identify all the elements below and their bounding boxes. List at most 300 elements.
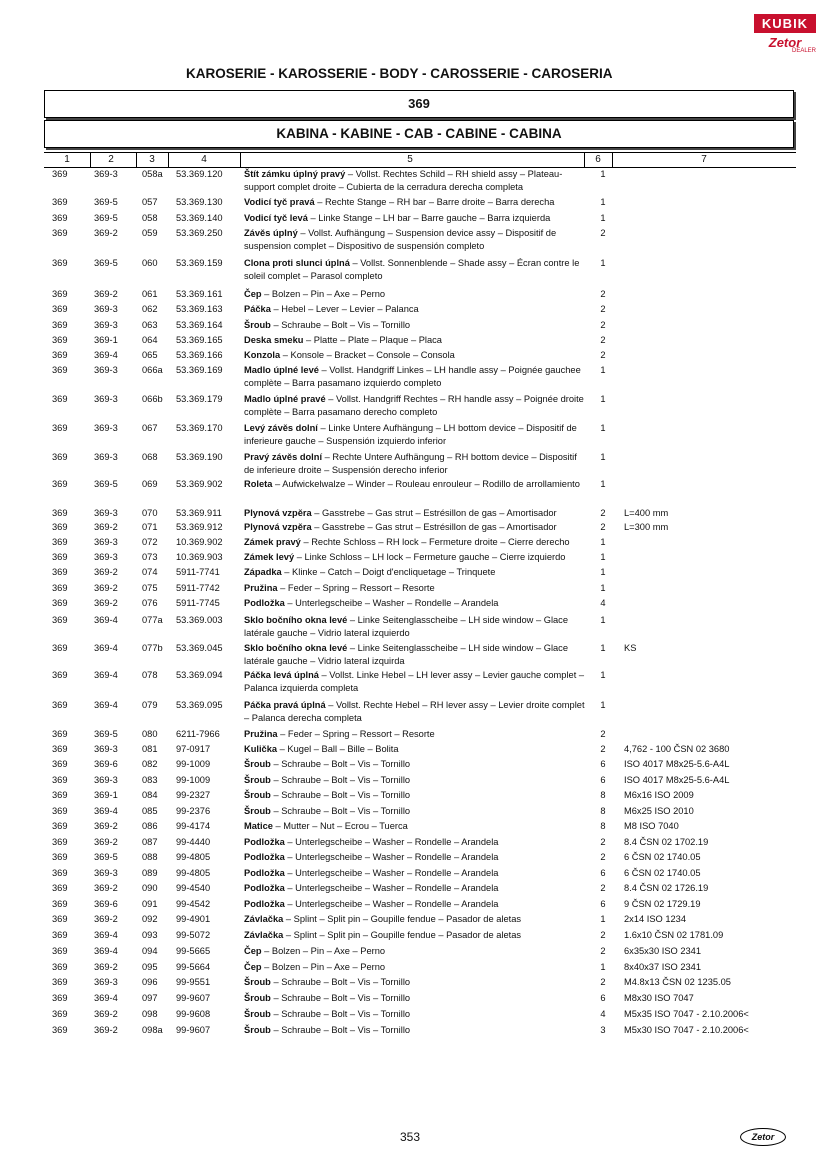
cell-quantity: 1 [600, 670, 606, 680]
cell-group: 369 [52, 452, 68, 462]
cell-part-number: 99-9607 [176, 993, 211, 1003]
cell-position: 077a [142, 615, 163, 625]
cell-figure: 369-5 [94, 479, 118, 489]
cell-group: 369 [52, 883, 68, 893]
cell-part-number: 53.369.095 [176, 700, 223, 710]
cell-description [244, 536, 588, 549]
cell-position: 091 [142, 899, 158, 909]
cell-group: 369 [52, 289, 68, 299]
cell-part-number: 53.369.140 [176, 213, 223, 223]
cell-group: 369 [52, 320, 68, 330]
cell-figure: 369-3 [94, 365, 118, 375]
cell-group: 369 [52, 197, 68, 207]
cell-position: 066b [142, 394, 163, 404]
cell-figure: 369-2 [94, 1025, 118, 1035]
zetor-footer-logo: Zetor [740, 1128, 786, 1146]
cell-figure: 369-2 [94, 228, 118, 238]
description-translations: – Feder – Spring – Ressort – Resorte [277, 583, 435, 593]
description-translations: – Gasstrebe – Gas strut – Estrésillon de gas – Amortisador [311, 508, 557, 518]
cell-quantity: 1 [600, 643, 606, 653]
description-translations: – Unterlegscheibe – Washer – Rondelle – Arandela [284, 899, 499, 909]
cell-quantity: 1 [600, 537, 606, 547]
cell-quantity: 6 [600, 899, 606, 909]
cell-position: 082 [142, 759, 158, 769]
description-translations: – Unterlegscheibe – Washer – Rondelle – Arandela [284, 598, 499, 608]
cell-part-number: 53.369.169 [176, 365, 223, 375]
description-primary: Podložka [244, 598, 285, 608]
cell-group: 369 [52, 775, 68, 785]
cell-position: 089 [142, 868, 158, 878]
zetor-logo-text: Zetor [768, 35, 802, 50]
description-translations: – Platte – Plate – Plaque – Placa [303, 335, 442, 345]
cell-position: 058a [142, 169, 163, 179]
cell-position: 057 [142, 197, 158, 207]
description-translations: – Aufwickelwalze – Winder – Rouleau enrouleur – Rodillo de arrollamiento [272, 479, 580, 489]
description-primary: Šroub [244, 759, 271, 769]
cell-description [244, 521, 588, 534]
cell-position: 068 [142, 452, 158, 462]
cell-note: 4,762 - 100 ČSN 02 3680 [624, 744, 730, 754]
cell-note: 9 ČSN 02 1729.19 [624, 899, 701, 909]
description-primary: Šroub [244, 977, 271, 987]
description-primary: Podložka [244, 868, 285, 878]
section-title-box: KABINA - KABINE - CAB - CABINE - CABINA [44, 120, 794, 148]
description-translations: – Kugel – Ball – Bille – Bolita [277, 744, 399, 754]
description-translations: – Feder – Spring – Ressort – Resorte [277, 729, 435, 739]
cell-quantity: 2 [600, 729, 606, 739]
cell-quantity: 8 [600, 821, 606, 831]
cell-description [244, 699, 588, 725]
cell-group: 369 [52, 700, 68, 710]
group-number-box: 369 [44, 90, 794, 118]
cell-quantity: 1 [600, 583, 606, 593]
description-primary: Plynová vzpěra [244, 522, 312, 532]
description-translations: – Unterlegscheibe – Washer – Rondelle – Arandela [284, 837, 499, 847]
cell-part-number: 10.369.902 [176, 537, 223, 547]
cell-figure: 369-4 [94, 615, 118, 625]
cell-description [244, 168, 588, 194]
cell-position: 067 [142, 423, 158, 433]
description-primary: Šroub [244, 320, 271, 330]
cell-figure: 369-3 [94, 452, 118, 462]
description-primary: Šroub [244, 1009, 271, 1019]
cell-position: 076 [142, 598, 158, 608]
cell-part-number: 53.369.250 [176, 228, 223, 238]
cell-figure: 369-1 [94, 790, 118, 800]
cell-quantity: 1 [600, 258, 606, 268]
description-primary: Matice [244, 821, 273, 831]
cell-position: 071 [142, 522, 158, 532]
cell-group: 369 [52, 304, 68, 314]
cell-position: 090 [142, 883, 158, 893]
cell-quantity: 1 [600, 169, 606, 179]
cell-quantity: 2 [600, 977, 606, 987]
cell-group: 369 [52, 868, 68, 878]
column-header-5: 5 [407, 154, 413, 165]
cell-description [244, 227, 588, 253]
description-translations: – Linke Schloss – LH lock – Fermeture gauche – Cierre izquierdo [294, 552, 566, 562]
cell-figure: 369-3 [94, 537, 118, 547]
cell-description [244, 774, 588, 787]
description-primary: Roleta [244, 479, 273, 489]
cell-description [244, 898, 588, 911]
cell-position: 063 [142, 320, 158, 330]
cell-description [244, 288, 588, 301]
cell-description [244, 614, 588, 640]
cell-quantity: 2 [600, 852, 606, 862]
cell-group: 369 [52, 993, 68, 1003]
cell-figure: 369-2 [94, 1009, 118, 1019]
cell-group: 369 [52, 567, 68, 577]
cell-part-number: 99-9551 [176, 977, 211, 987]
cell-quantity: 1 [600, 213, 606, 223]
cell-part-number: 6211-7966 [176, 729, 220, 739]
description-translations: – Vollst. Sonnenblende – Shade assy – Écran contre le soleil complet – Parasol completo [244, 258, 580, 281]
cell-figure: 369-5 [94, 852, 118, 862]
cell-part-number: 99-4540 [176, 883, 211, 893]
description-primary: Pravý závěs dolní [244, 452, 323, 462]
description-translations: – Vollst. Rechtes Schild – RH shield assy – Plateau-support complet droite – Cubierta de la cerradura derecha completa [244, 169, 563, 192]
description-translations: – Bolzen – Pin – Axe – Perno [261, 946, 386, 956]
cell-part-number: 99-5665 [176, 946, 211, 956]
cell-description [244, 945, 588, 958]
description-translations: – Vollst. Rechte Hebel – RH lever assy – Levier droite complet – Palanca derecha completa [244, 700, 585, 723]
cell-note: 2x14 ISO 1234 [624, 914, 687, 924]
description-translations: – Schraube – Bolt – Vis – Tornillo [270, 806, 411, 816]
description-translations: – Schraube – Bolt – Vis – Tornillo [270, 977, 411, 987]
description-primary: Levý závěs dolní [244, 423, 318, 433]
description-primary: Sklo bočního okna levé [244, 615, 348, 625]
cell-description [244, 728, 588, 741]
description-translations: – Schraube – Bolt – Vis – Tornillo [270, 775, 411, 785]
cell-figure: 369-3 [94, 304, 118, 314]
cell-group: 369 [52, 852, 68, 862]
cell-description [244, 743, 588, 756]
cell-note: ISO 4017 M8x25-5.6-A4L [624, 759, 730, 769]
description-translations: – Konsole – Bracket – Console – Consola [280, 350, 455, 360]
cell-note: M6x16 ISO 2009 [624, 790, 694, 800]
cell-figure: 369-6 [94, 899, 118, 909]
cell-quantity: 3 [600, 1025, 606, 1035]
cell-quantity: 1 [600, 423, 606, 433]
description-primary: Pružina [244, 583, 278, 593]
column-header-6: 6 [595, 154, 601, 165]
description-primary: Čep [244, 962, 262, 972]
cell-group: 369 [52, 759, 68, 769]
cell-description [244, 507, 588, 520]
description-translations: – Linke Seitenglasscheibe – LH side window – Glace latérale gauche – Vidrio lateral izquierdo [244, 615, 569, 638]
cell-description [244, 851, 588, 864]
cell-group: 369 [52, 522, 68, 532]
cell-quantity: 2 [600, 522, 606, 532]
cell-group: 369 [52, 729, 68, 739]
cell-description [244, 303, 588, 316]
cell-quantity: 2 [600, 335, 606, 345]
cell-description [244, 669, 588, 695]
cell-note: M5x30 ISO 7047 - 2.10.2006< [624, 1025, 749, 1035]
cell-description [244, 1024, 588, 1037]
cell-description [244, 478, 588, 491]
cell-figure: 369-2 [94, 567, 118, 577]
cell-description [244, 551, 588, 564]
cell-description [244, 566, 588, 579]
description-primary: Závlačka [244, 914, 284, 924]
description-translations: – Bolzen – Pin – Axe – Perno [261, 962, 386, 972]
cell-figure: 369-2 [94, 821, 118, 831]
cell-position: 084 [142, 790, 158, 800]
cell-quantity: 6 [600, 993, 606, 1003]
cell-position: 075 [142, 583, 158, 593]
cell-description [244, 992, 588, 1005]
description-primary: Šroub [244, 993, 271, 1003]
cell-note: M8x30 ISO 7047 [624, 993, 694, 1003]
cell-figure: 369-2 [94, 598, 118, 608]
cell-quantity: 1 [600, 479, 606, 489]
cell-note: 6x35x30 ISO 2341 [624, 946, 702, 956]
cell-position: 096 [142, 977, 158, 987]
description-primary: Čep [244, 289, 262, 299]
cell-note: M5x35 ISO 7047 - 2.10.2006< [624, 1009, 749, 1019]
cell-figure: 369-3 [94, 775, 118, 785]
description-primary: Západka [244, 567, 282, 577]
description-translations: – Schraube – Bolt – Vis – Tornillo [270, 993, 411, 1003]
cell-part-number: 99-1009 [176, 775, 211, 785]
cell-description [244, 976, 588, 989]
cell-note: M6x25 ISO 2010 [624, 806, 694, 816]
cell-quantity: 1 [600, 567, 606, 577]
cell-group: 369 [52, 228, 68, 238]
cell-part-number: 53.369.911 [176, 508, 222, 518]
cell-group: 369 [52, 670, 68, 680]
cell-group: 369 [52, 335, 68, 345]
cell-group: 369 [52, 258, 68, 268]
description-primary: Podložka [244, 852, 285, 862]
cell-description [244, 334, 588, 347]
cell-position: 077b [142, 643, 163, 653]
cell-position: 097 [142, 993, 158, 1003]
cell-quantity: 1 [600, 365, 606, 375]
cell-position: 060 [142, 258, 158, 268]
cell-note: ISO 4017 M8x25-5.6-A4L [624, 775, 730, 785]
cell-quantity: 2 [600, 289, 606, 299]
cell-note: L=300 mm [624, 522, 669, 532]
description-primary: Čep [244, 946, 262, 956]
cell-figure: 369-3 [94, 744, 118, 754]
cell-figure: 369-4 [94, 993, 118, 1003]
description-translations: – Schraube – Bolt – Vis – Tornillo [270, 790, 411, 800]
description-translations: – Linke Stange – LH bar – Barre gauche – Barra izquierda [307, 213, 551, 223]
description-translations: – Vollst. Handgriff Linkes – LH handle assy – Poignée gauchee complète – Barra pasamano izquierdo completo [244, 365, 581, 388]
cell-note: KS [624, 643, 637, 653]
cell-position: 098 [142, 1009, 158, 1019]
cell-quantity: 1 [600, 197, 606, 207]
description-primary: Zámek pravý [244, 537, 301, 547]
cell-quantity: 6 [600, 775, 606, 785]
cell-part-number: 10.369.903 [176, 552, 223, 562]
description-translations: – Rechte Schloss – RH lock – Fermeture droite – Cierre derecho [300, 537, 570, 547]
cell-position: 078 [142, 670, 158, 680]
description-primary: Štít zámku úplný pravý [244, 169, 346, 179]
cell-note: L=400 mm [624, 508, 669, 518]
cell-position: 092 [142, 914, 158, 924]
cell-position: 065 [142, 350, 158, 360]
cell-description [244, 1008, 588, 1021]
description-translations: – Rechte Stange – RH bar – Barre droite – Barra derecha [314, 197, 555, 207]
cell-quantity: 4 [600, 598, 606, 608]
cell-figure: 369-3 [94, 394, 118, 404]
cell-part-number: 5911-7742 [176, 583, 220, 593]
cell-position: 062 [142, 304, 158, 314]
cell-group: 369 [52, 479, 68, 489]
cell-position: 064 [142, 335, 158, 345]
description-translations: – Rechte Untere Aufhängung – RH bottom device – Dispositif de inferieure droite – Suspensión derecho inferior [244, 452, 577, 475]
description-translations: – Vollst. Linke Hebel – LH lever assy – Levier gauche complet – Palanca izquierda completa [244, 670, 585, 693]
description-translations: – Vollst. Handgriff Rechtes – RH handle assy – Poignée droite complète – Barra pasamano derecho completo [244, 394, 584, 417]
cell-group: 369 [52, 350, 68, 360]
cell-position: 093 [142, 930, 158, 940]
cell-position: 094 [142, 946, 158, 956]
cell-figure: 369-3 [94, 423, 118, 433]
cell-group: 369 [52, 423, 68, 433]
cell-figure: 369-2 [94, 914, 118, 924]
description-translations: – Vollst. Aufhängung – Suspension device assy – Dispositif de suspension complet – Dispositivo de suspensión completo [244, 228, 557, 251]
cell-position: 098a [142, 1025, 163, 1035]
cell-position: 059 [142, 228, 158, 238]
description-translations: – Schraube – Bolt – Vis – Tornillo [270, 320, 411, 330]
cell-position: 073 [142, 552, 158, 562]
cell-group: 369 [52, 899, 68, 909]
cell-group: 369 [52, 508, 68, 518]
cell-quantity: 8 [600, 790, 606, 800]
description-primary: Konzola [244, 350, 281, 360]
description-translations: – Linke Untere Aufhängung – LH bottom device – Dispositif de inferieure gauche – Suspensión izquierdo inferior [244, 423, 577, 446]
cell-figure: 369-4 [94, 670, 118, 680]
cell-description [244, 882, 588, 895]
cell-description [244, 451, 588, 477]
cell-part-number: 99-4542 [176, 899, 211, 909]
description-primary: Kulička [244, 744, 278, 754]
cell-quantity: 1 [600, 552, 606, 562]
description-translations: – Schraube – Bolt – Vis – Tornillo [270, 759, 411, 769]
cell-quantity: 2 [600, 930, 606, 940]
cell-description [244, 597, 588, 610]
cell-group: 369 [52, 213, 68, 223]
cell-figure: 369-4 [94, 350, 118, 360]
cell-figure: 369-3 [94, 508, 118, 518]
cell-description [244, 319, 588, 332]
cell-group: 369 [52, 977, 68, 987]
description-translations: – Unterlegscheibe – Washer – Rondelle – Arandela [284, 868, 499, 878]
cell-position: 072 [142, 537, 158, 547]
description-primary: Vodicí tyč pravá [244, 197, 315, 207]
cell-position: 083 [142, 775, 158, 785]
cell-figure: 369-4 [94, 946, 118, 956]
cell-description [244, 820, 588, 833]
cell-position: 080 [142, 729, 158, 739]
description-primary: Zámek levý [244, 552, 295, 562]
description-translations: – Schraube – Bolt – Vis – Tornillo [270, 1009, 411, 1019]
cell-part-number: 53.369.130 [176, 197, 223, 207]
cell-figure: 369-3 [94, 169, 118, 179]
cell-figure: 369-3 [94, 552, 118, 562]
cell-description [244, 867, 588, 880]
cell-description [244, 961, 588, 974]
cell-quantity: 6 [600, 759, 606, 769]
description-translations: – Unterlegscheibe – Washer – Rondelle – Arandela [284, 883, 499, 893]
cell-quantity: 2 [600, 946, 606, 956]
column-header-3: 3 [149, 154, 155, 165]
cell-position: 087 [142, 837, 158, 847]
cell-figure: 369-2 [94, 883, 118, 893]
cell-part-number: 99-5664 [176, 962, 211, 972]
cell-part-number: 5911-7741 [176, 567, 220, 577]
cell-part-number: 53.369.159 [176, 258, 223, 268]
dealer-logo-text: DEALER [791, 48, 816, 54]
cell-note: 8x40x37 ISO 2341 [624, 962, 702, 972]
cell-part-number: 53.369.161 [176, 289, 223, 299]
cell-description [244, 789, 588, 802]
cell-part-number: 99-5072 [176, 930, 211, 940]
cell-quantity: 6 [600, 868, 606, 878]
cell-note: 6 ČSN 02 1740.05 [624, 852, 701, 862]
cell-quantity: 2 [600, 350, 606, 360]
cell-quantity: 4 [600, 1009, 606, 1019]
cell-quantity: 1 [600, 962, 606, 972]
cell-part-number: 99-9607 [176, 1025, 211, 1035]
description-primary: Podložka [244, 883, 285, 893]
cell-quantity: 1 [600, 394, 606, 404]
description-translations: – Hebel – Lever – Levier – Palanca [270, 304, 419, 314]
cell-position: 085 [142, 806, 158, 816]
description-primary: Šroub [244, 1025, 271, 1035]
cell-part-number: 97-0917 [176, 744, 211, 754]
cell-group: 369 [52, 744, 68, 754]
cell-part-number: 53.369.912 [176, 522, 223, 532]
cell-position: 095 [142, 962, 158, 972]
cell-note: M8 ISO 7040 [624, 821, 679, 831]
cell-part-number: 53.369.003 [176, 615, 223, 625]
cell-group: 369 [52, 643, 68, 653]
cell-description [244, 257, 588, 283]
description-primary: Šroub [244, 806, 271, 816]
cell-quantity: 1 [600, 615, 606, 625]
cell-part-number: 99-2327 [176, 790, 211, 800]
cell-part-number: 99-1009 [176, 759, 211, 769]
description-primary: Páčka pravá úplná [244, 700, 326, 710]
cell-description [244, 758, 588, 771]
cell-group: 369 [52, 583, 68, 593]
cell-group: 369 [52, 1025, 68, 1035]
cell-group: 369 [52, 962, 68, 972]
cell-part-number: 53.369.045 [176, 643, 223, 653]
cell-group: 369 [52, 1009, 68, 1019]
description-primary: Podložka [244, 837, 285, 847]
cell-figure: 369-1 [94, 335, 118, 345]
cell-position: 058 [142, 213, 158, 223]
column-header-4: 4 [201, 154, 207, 165]
cell-group: 369 [52, 365, 68, 375]
cell-group: 369 [52, 537, 68, 547]
description-primary: Pružina [244, 729, 278, 739]
cell-description [244, 422, 588, 448]
cell-description [244, 349, 588, 362]
cell-part-number: 99-9608 [176, 1009, 211, 1019]
description-translations: – Splint – Split pin – Goupille fendue – Pasador de aletas [283, 914, 522, 924]
description-primary: Clona proti slunci úplná [244, 258, 350, 268]
cell-figure: 369-5 [94, 729, 118, 739]
cell-part-number: 53.369.094 [176, 670, 223, 680]
description-translations: – Gasstrebe – Gas strut – Estrésillon de gas – Amortisador [311, 522, 557, 532]
